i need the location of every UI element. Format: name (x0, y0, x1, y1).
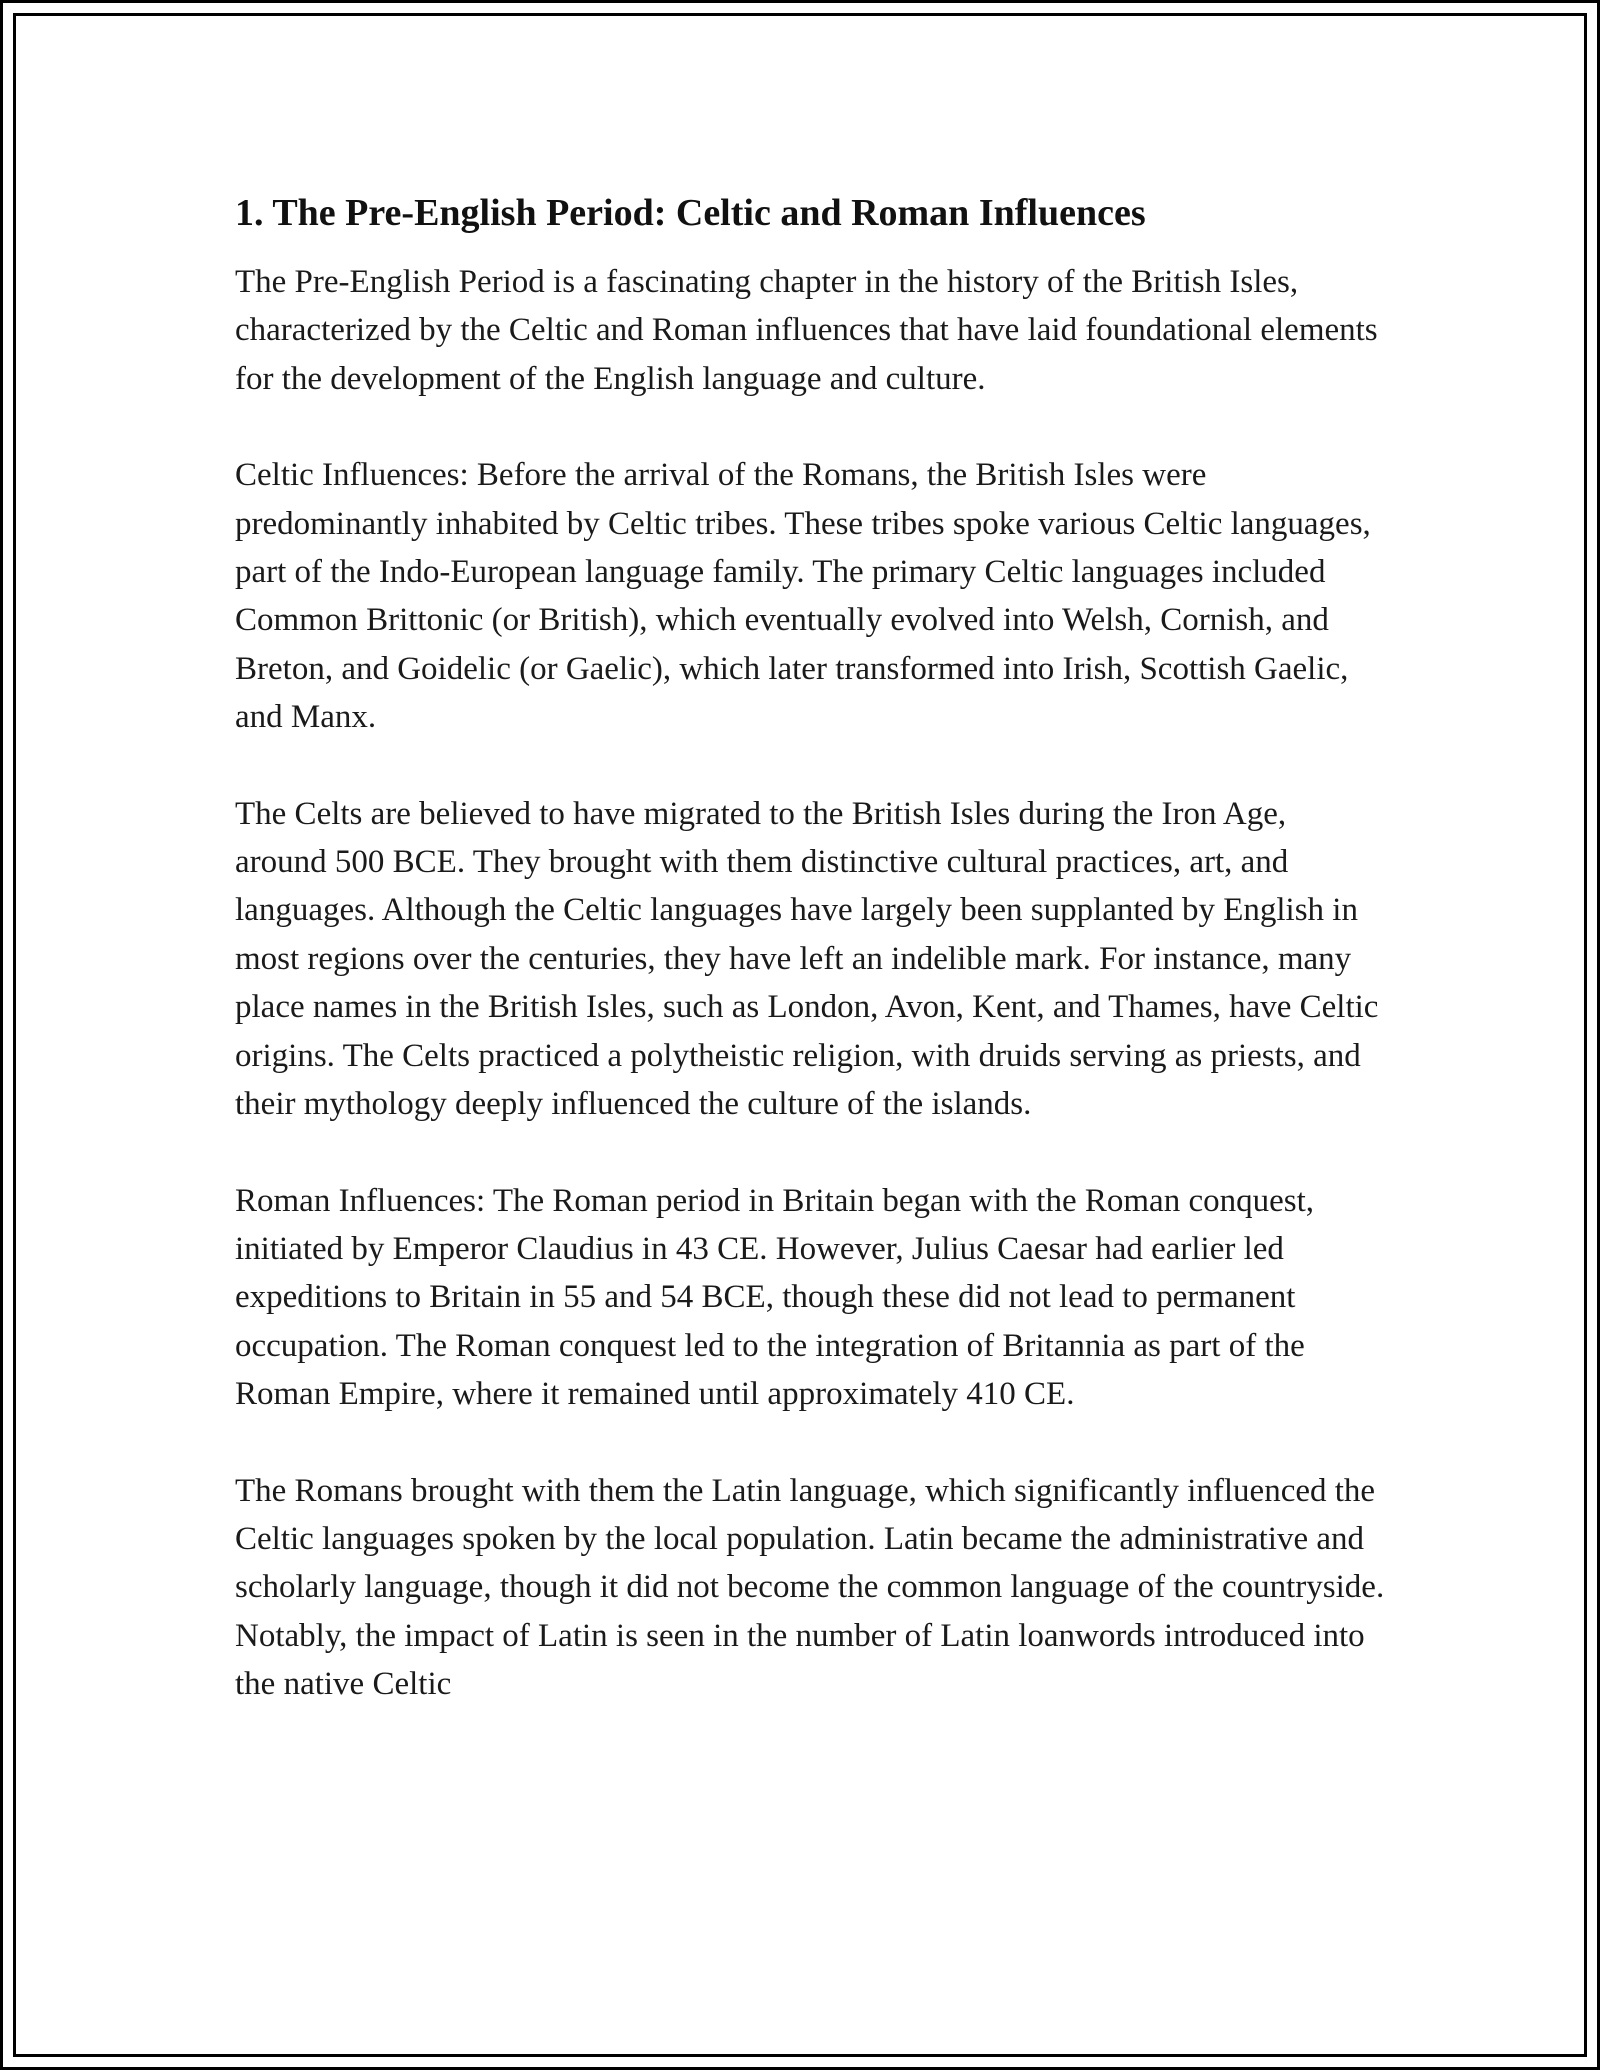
paragraph-celtic-migration: The Celts are believed to have migrated to the British Isles during the Iron Age, around 500 BCE. They brought with them distinctive cultural practices, art, and languages. Although the Celtic languages have largely been supplanted by English in most regions over the centuries, they have left an indelible mark. For instance, many place names in the British Isles, such as London, Avon, Kent, and Thames, have Celtic origins. The Celts practiced a polytheistic religion, with druids serving as priests, and their mythology deeply influenced the culture of the islands. (235, 795, 1379, 1123)
paragraph-intro: The Pre-English Period is a fascinating chapter in the history of the British Isles, characterized by the Celtic and Roman influences that have laid foundational elements for the development of the English language and culture. (235, 264, 1378, 397)
section-heading: 1. The Pre-English Period: Celtic and Roman Influences (235, 192, 1146, 234)
paragraph-celtic-influences: Celtic Influences: Before the arrival of the Romans, the British Isles were predominantly inhabited by Celtic tribes. These tribes spoke various Celtic languages, part of the Indo-European language family. The primary Celtic languages included Common Brittonic (or British), which eventually evolved into Welsh, Cornish, and Breton, and Goidelic (or Gaelic), which later transformed into Irish, Scottish Gaelic, and Manx. (235, 457, 1371, 736)
paragraph-roman-influences: Roman Influences: The Roman period in Britain began with the Roman conquest, initiated by Emperor Claudius in 43 CE. However, Julius Caesar had earlier led expeditions to Britain in 55 and 54 BCE, though these did not lead to permanent occupation. The Roman conquest led to the integration of Britannia as part of the Roman Empire, where it remained until approximately 410 CE. (235, 1182, 1314, 1413)
document-body (235, 188, 1385, 1757)
paragraph-latin-language: The Romans brought with them the Latin language, which significantly influenced the Celtic languages spoken by the local population. Latin became the administrative and scholarly language, though it did not become the common language of the countryside. Notably, the impact of Latin is seen in the number of Latin loanwords introduced into the native Celtic (235, 1472, 1385, 1703)
